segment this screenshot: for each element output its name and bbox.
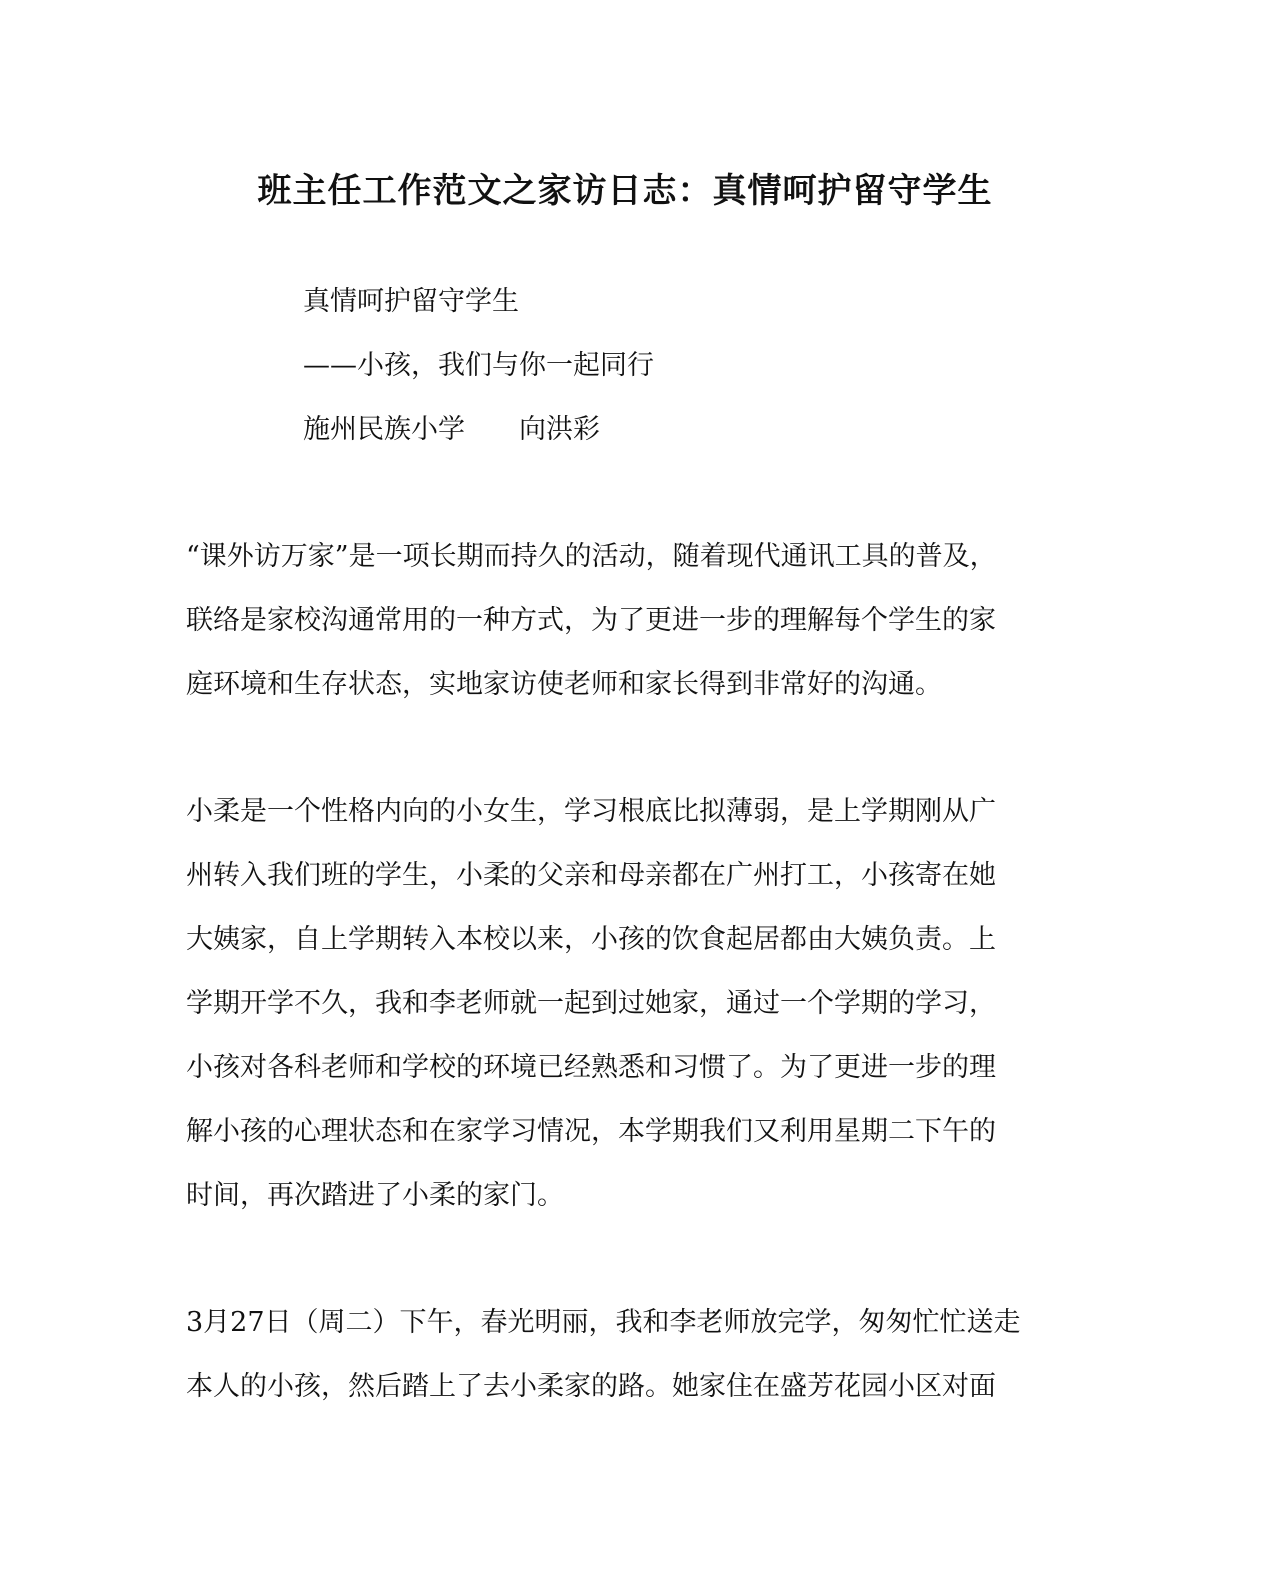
paragraph-line: 本人的小孩，然后踏上了去小柔家的路。她家住在盛芳花园小区对面 bbox=[186, 1371, 996, 1402]
paragraph-line: 州转入我们班的学生，小柔的父亲和母亲都在广州打工，小孩寄在她 bbox=[186, 860, 996, 891]
paragraph-line: 庭环境和生存状态，实地家访使老师和家长得到非常好的沟通。 bbox=[186, 669, 942, 700]
author-line: 施州民族小学 向洪彩 bbox=[303, 414, 600, 445]
paragraph-line: 小孩对各科老师和学校的环境已经熟悉和习惯了。为了更进一步的理 bbox=[186, 1052, 996, 1083]
paragraph-line: “课外访万家”是一项长期而持久的活动，随着现代通讯工具的普及， bbox=[186, 541, 997, 572]
paragraph-line: 大姨家，自上学期转入本校以来，小孩的饮食起居都由大姨负责。上 bbox=[186, 924, 996, 955]
tagline: ——小孩，我们与你一起同行 bbox=[303, 350, 654, 381]
document-title: 班主任工作范文之家访日志：真情呵护留守学生 bbox=[257, 171, 993, 211]
paragraph-line: 学期开学不久，我和李老师就一起到过她家，通过一个学期的学习， bbox=[186, 988, 996, 1019]
subtitle: 真情呵护留守学生 bbox=[303, 286, 519, 317]
paragraph-line: 解小孩的心理状态和在家学习情况，本学期我们又利用星期二下午的 bbox=[186, 1116, 996, 1147]
paragraph-line: 小柔是一个性格内向的小女生，学习根底比拟薄弱，是上学期刚从广 bbox=[186, 796, 996, 827]
paragraph-line: 3月27日（周二）下午，春光明丽，我和李老师放完学，匆匆忙忙送走 bbox=[186, 1307, 1021, 1338]
paragraph-line: 时间，再次踏进了小柔的家门。 bbox=[186, 1180, 564, 1211]
paragraph-line: 联络是家校沟通常用的一种方式，为了更进一步的理解每个学生的家 bbox=[186, 605, 996, 636]
